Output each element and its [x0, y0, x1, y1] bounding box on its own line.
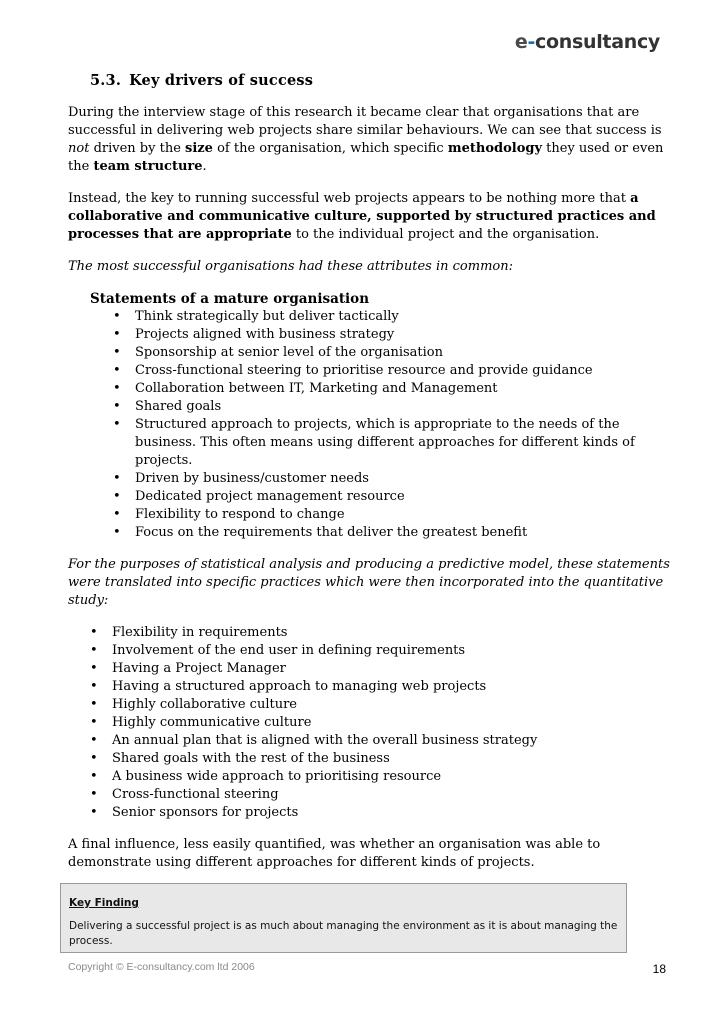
paragraph-attributes-intro: The most successful organisations had these attributes in common: — [68, 259, 513, 274]
bullet-icon: • — [113, 363, 121, 378]
paragraph-final: A final influence, less easily quantified, was whether an organisation was able to demonstrate using different approaches for different kinds of projects. — [68, 837, 601, 870]
bullet-icon: • — [113, 489, 121, 504]
list-item — [113, 344, 673, 362]
list-item-text: Collaboration between IT, Marketing and Management — [135, 381, 498, 396]
list-item-text: Sponsorship at senior level of the organisation — [135, 345, 443, 360]
section-title: Key drivers of success — [129, 72, 314, 89]
list-item — [90, 732, 673, 750]
list-item — [90, 714, 673, 732]
paragraph-statistical: For the purposes of statistical analysis and producing a predictive model, these statements were translated into specific practices which were then incorporated into the quantitative study: — [68, 557, 670, 608]
bullet-icon: • — [113, 417, 121, 432]
paragraph-intro: During the interview stage of this research it became clear that organisations that are successful in delivering web projects share similar behaviours. We can see that success is not driven by the size of the organisation, which specific methodology they used or even the team structure. — [68, 105, 664, 174]
copyright-footer: Copyright © E-consultancy.com ltd 2006 — [68, 961, 255, 973]
key-finding-box — [60, 883, 627, 953]
bullet-icon: • — [113, 381, 121, 396]
bullet-icon: • — [90, 733, 98, 748]
list-item-text: Driven by business/customer needs — [135, 471, 369, 486]
list-item-text: A business wide approach to prioritising resource — [112, 769, 442, 784]
list-item — [90, 768, 673, 786]
list-item-text: Focus on the requirements that deliver the greatest benefit — [135, 525, 528, 540]
bullet-icon: • — [113, 345, 121, 360]
list-item-text: Dedicated project management resource — [135, 489, 405, 504]
list-item-text: Flexibility in requirements — [112, 625, 288, 640]
section-heading — [90, 72, 673, 90]
paragraph-key: Instead, the key to running successful web projects appears to be nothing more that a collaborative and communicative culture, supported by structured practices and processes that are appropriate to the individual project and the organisation. — [68, 191, 656, 242]
list-item — [90, 642, 673, 660]
bullet-icon: • — [90, 661, 98, 676]
list-item-text: Highly collaborative culture — [112, 697, 297, 712]
list-item-text: Involvement of the end user in defining requirements — [112, 643, 466, 658]
bullet-icon: • — [113, 507, 121, 522]
list-item — [113, 416, 673, 470]
bullet-icon: • — [113, 471, 121, 486]
list-item — [90, 750, 673, 768]
bullet-icon: • — [90, 751, 98, 766]
list-item-text: Highly communicative culture — [112, 715, 312, 730]
list-item — [90, 804, 673, 822]
list-item-text: Projects aligned with business strategy — [135, 327, 395, 342]
key-finding-text: Delivering a successful project is as much about managing the environment as it is about managing the process. — [69, 920, 618, 947]
key-finding-title: Key Finding — [69, 897, 139, 909]
bullet-icon: • — [90, 769, 98, 784]
list-item — [113, 506, 673, 524]
bullet-icon: • — [113, 309, 121, 324]
bullet-icon: • — [90, 679, 98, 694]
list-item-text: Having a structured approach to managing web projects — [112, 679, 487, 694]
bullet-icon: • — [90, 715, 98, 730]
mature-organisation-heading: Statements of a mature organisation — [90, 291, 370, 307]
bullet-icon: • — [90, 643, 98, 658]
bullet-icon: • — [90, 625, 98, 640]
list-item-text: Senior sponsors for projects — [112, 805, 299, 820]
document-body — [68, 72, 673, 886]
list-item — [113, 398, 673, 416]
list-item — [90, 678, 673, 696]
bullet-icon: • — [113, 327, 121, 342]
bullet-icon: • — [90, 787, 98, 802]
list-item — [113, 362, 673, 380]
practices-list — [90, 624, 673, 822]
list-item — [90, 660, 673, 678]
list-item-text: Cross-functional steering — [112, 787, 279, 802]
list-item — [113, 524, 673, 542]
mature-statements-list — [113, 308, 673, 542]
list-item — [90, 624, 673, 642]
list-item — [113, 380, 673, 398]
list-item — [90, 696, 673, 714]
list-item-text: Shared goals with the rest of the business — [112, 751, 390, 766]
bullet-icon: • — [90, 805, 98, 820]
list-item-text: Flexibility to respond to change — [135, 507, 345, 522]
list-item-text: Cross-functional steering to prioritise resource and provide guidance — [135, 363, 593, 378]
list-item-text: Shared goals — [135, 399, 222, 414]
list-item-text: Having a Project Manager — [112, 661, 286, 676]
list-item-text: Think strategically but deliver tactically — [135, 309, 399, 324]
list-item — [90, 786, 673, 804]
page-number: 18 — [652, 962, 666, 976]
list-item — [113, 326, 673, 344]
list-item — [113, 488, 673, 506]
list-item-text: An annual plan that is aligned with the overall business strategy — [112, 733, 538, 748]
bullet-icon: • — [90, 697, 98, 712]
bullet-icon: • — [113, 525, 121, 540]
bullet-icon: • — [113, 399, 121, 414]
section-number: 5.3. — [90, 72, 122, 89]
e-consultancy-logo: e-consultancy — [514, 31, 660, 53]
list-item — [113, 308, 673, 326]
list-item — [113, 470, 673, 488]
list-item-text: Structured approach to projects, which is appropriate to the needs of the business. This often means using different approaches for different kinds of projects. — [135, 417, 635, 468]
